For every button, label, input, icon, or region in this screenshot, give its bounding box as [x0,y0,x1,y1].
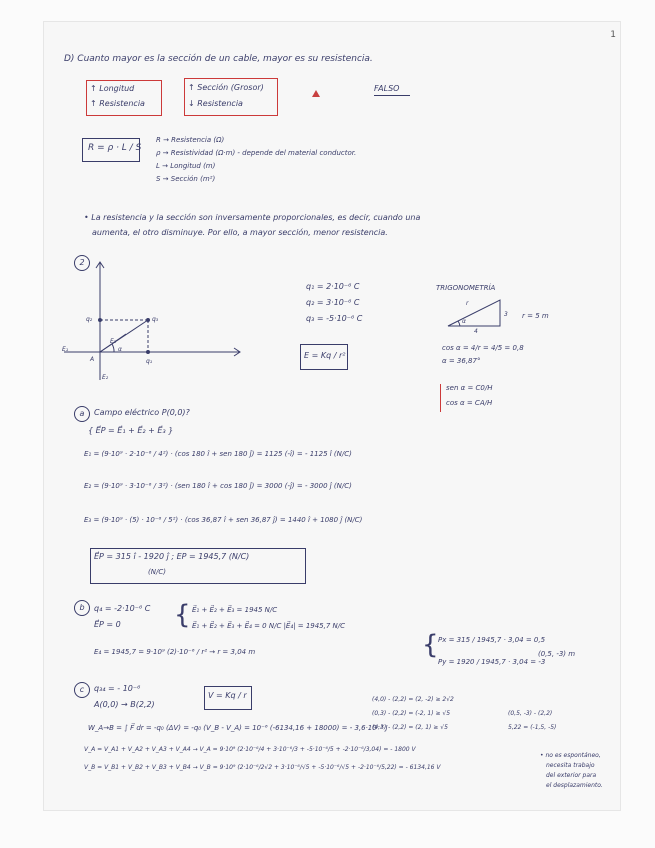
label-e1: E₁ [62,346,69,353]
result-units: (N/C) [148,568,166,576]
exercise-2-number: 2 [74,255,90,271]
charge-diagram [62,262,242,392]
dist-1: (4,0) - (2,2) = (2, -2) ≥ 2√2 [372,696,454,703]
alpha-line: α = 36,87° [442,357,481,365]
sencos-bracket [440,384,441,412]
dist-2: (0,3) - (2,2) = (-2, 1) ≥ √5 [372,710,451,717]
q2-point [98,318,102,322]
warning-mark-icon [312,90,320,97]
label-a: A [90,356,95,363]
sen-def: sen α = C0/H [446,384,493,392]
tri-angle: α [462,318,466,325]
tri-hyp: r [466,300,469,307]
part-a-title: Campo eléctrico P(0,0)? [94,408,190,417]
resistance-formula: R = ρ · L / S [88,143,142,153]
part-b-label: b [74,600,90,616]
note-line-4: el desplazamiento. [546,782,603,789]
section-box-line-2: ↓ Resistencia [188,99,243,108]
trig-triangle [446,298,508,330]
efield-formula: E = Kq / r² [304,351,346,360]
b-px: Px = 315 / 1945,7 · 3,04 = 0,5 [438,636,546,644]
alpha-arc [112,344,114,352]
length-box-line-2: ↑ Resistencia [90,99,145,108]
b-q4: q₄ = -2·10⁻⁶ C [94,604,151,613]
c-path: A(0,0) → B(2,2) [94,700,155,709]
dist-extra-2: 5,22 = (-1,5, -5) [508,724,557,731]
tri-opp: 3 [504,311,508,318]
label-e2: E₂ [102,374,109,381]
tri-adj: 4 [474,328,478,335]
c-vb: V_B = V_B1 + V_B2 + V_B3 + V_B4 → V_B = 9·10⁹ (2·10⁻⁶/2√2 + 3·10⁻⁶/√5 + -5·10⁻⁶/√5 + -2·10⁻⁶/5,22) = - 6134,16 V [84,764,441,771]
dist-3: (4,3) - (2,2) = (2, 1) ≥ √5 [372,724,448,731]
page-number: 1 [610,30,616,40]
e2-calc: E₂ = (9·10⁹ · 3·10⁻⁶ / 3²) · (sen 180 î + cos 180 ĵ) = 3000 (-ĵ) = - 3000 ĵ (N/C) [84,482,352,490]
notebook-sheet [44,22,620,810]
label-alpha: α [118,346,122,353]
potential-formula: V = Kq / r [208,691,247,700]
definition-r: R → Resistencia (Ω) [156,136,225,144]
definition-l: L → Longitud (m) [156,162,216,170]
note-line-2: necesita trabajo [546,762,595,769]
b-ep: E⃗P = 0 [94,620,121,629]
b-sum-2: E⃗₁ + E⃗₂ + E⃗₃ + E⃗₄ = 0 N/C |E⃗₄| = 1945,7 N/C [192,622,346,630]
b-brace: { [174,600,191,630]
conclusion-line-2: aumenta, el otro disminuye. Por ello, a mayor sección, menor resistencia. [92,228,388,237]
q1-point [146,350,150,354]
cos-def: cos α = CA/H [446,399,493,407]
verdict: FALSO [374,84,400,93]
section-d-statement: D) Cuanto mayor es la sección de un cable, mayor es su resistencia. [64,54,373,64]
q3-point [146,318,150,322]
conclusion-line-1: • La resistencia y la sección son inversamente proporcionales, es decir, cuando una [84,213,421,222]
e3-calc: E₃ = (9·10⁹ · (5) · 10⁻⁶ / 5²) · (cos 36,87 î + sen 36,87 ĵ) = 1440 î + 1080 ĵ (N/C) [84,516,363,524]
c-va: V_A = V_A1 + V_A2 + V_A3 + V_A4 → V_A = 9·10⁹ (2·10⁻⁶/4 + 3·10⁻⁶/3 + -5·10⁻⁶/5 + -2·10⁻⁶/3,04) = - 1800 V [84,746,416,753]
b-py: Py = 1920 / 1945,7 · 3,04 = -3 [438,658,546,666]
b-sum-1: E⃗₁ + E⃗₂ + E⃗₃ = 1945 N/C [192,606,278,614]
section-box-line-1: ↑ Sección (Grosor) [188,83,264,92]
definition-s: S → Sección (m²) [156,175,216,183]
r-value: r = 5 m [522,312,549,320]
length-box-line-1: ↑ Longitud [90,84,135,93]
label-e3: E₃ [110,338,117,345]
charge-q2: q₂ = 3·10⁻⁶ C [306,298,360,307]
verdict-underline [374,95,410,96]
charge-q1: q₁ = 2·10⁻⁶ C [306,282,360,291]
note-line-1: • no es espontáneo, [540,752,601,759]
cos-line: cos α = 4/r = 4/5 = 0,8 [442,344,524,352]
note-line-3: del exterior para [546,772,597,779]
field-sum: { E⃗P = E⃗₁ + E⃗₂ + E⃗₃ } [88,426,174,435]
part-c-label: c [74,682,90,698]
trig-title: TRIGONOMETRÍA [436,284,496,292]
part-a-label: a [74,406,90,422]
definition-rho: ρ → Resistividad (Ω·m) - depende del material conductor. [156,149,357,157]
label-q1: q₁ [146,358,153,365]
c-work: W_A→B = ∫ F⃗ dr = -q₀ (ΔV) = -q₀ (V_B - V_A) = 10⁻⁶ (-6134,16 + 18000) = - 3,6·10⁻³ J [88,724,388,732]
label-q3: q₃ [152,316,159,323]
e1-calc: E₁ = (9·10⁹ · 2·10⁻⁶ / 4²) · (cos 180 î + sen 180 ĵ) = 1125 (-î) = - 1125 î (N/C) [84,450,352,458]
b-coords: (0,5, -3) m [538,650,576,658]
dist-extra-1: (0,5, -3) - (2,2) [508,710,553,717]
b-brace-2: { [422,630,439,660]
result-line: E⃗P = 315 î - 1920 ĵ ; EP = 1945,7 (N/C) [94,552,250,561]
c-q: q₃₄ = - 10⁻⁶ [94,684,141,693]
label-q2: q₂ [86,316,93,323]
b-e4: E₄ = 1945,7 = 9·10⁹ (2)·10⁻⁶ / r² → r = 3,04 m [94,648,256,656]
charge-q3: q₃ = -5·10⁻⁶ C [306,314,363,323]
